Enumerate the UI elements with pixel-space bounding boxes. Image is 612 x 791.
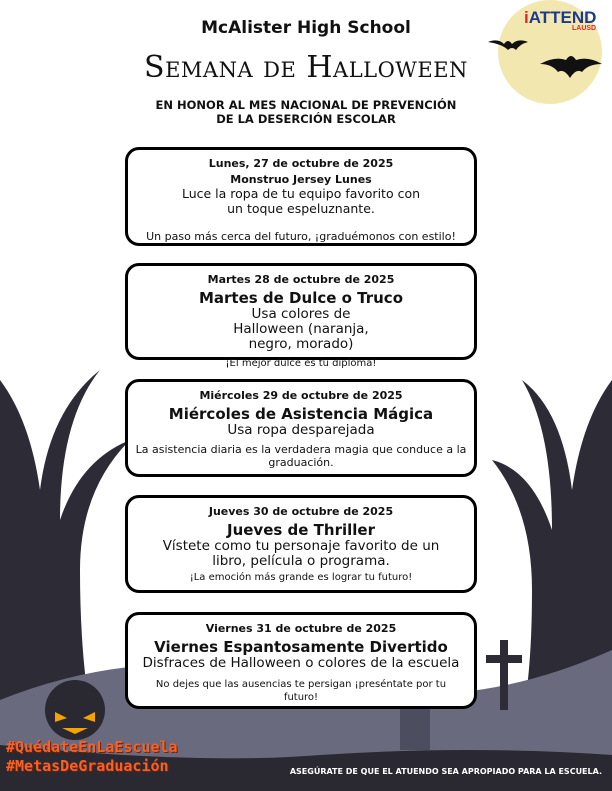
logo-lausd: LAUSD — [572, 25, 597, 32]
day-description: Usa ropa desparejada — [227, 422, 375, 438]
page-title: Semana de Halloween — [144, 50, 468, 85]
day-date: Martes 28 de octubre de 2025 — [207, 273, 395, 286]
day-quote: No dejes que las ausencias te persigan ¡preséntate por tu futuro! — [155, 679, 447, 703]
day-date: Jueves 30 de octubre de 2025 — [208, 505, 394, 518]
subtitle-line: EN HONOR AL MES NACIONAL DE PREVENCIÓN — [155, 98, 457, 112]
day-description: Usa colores de Halloween (naranja, negro, morado) — [233, 306, 369, 352]
day-card-wednesday — [125, 379, 477, 477]
subtitle-line: DE LA DESERCIÓN ESCOLAR — [216, 112, 396, 126]
day-card-thursday — [125, 495, 477, 593]
day-theme: Miércoles de Asistencia Mágica — [168, 405, 434, 423]
day-description: Disfraces de Halloween o colores de la escuela — [142, 655, 460, 671]
day-description: Vístete como tu personaje favorito de un libro, película o programa. — [162, 538, 440, 569]
dress-code-note: ASEGÚRATE DE QUE EL ATUENDO SEA APROPIADO PARA LA ESCUELA. — [289, 767, 602, 776]
day-quote: Un paso más cerca del futuro, ¡graduémonos con estilo! — [146, 230, 456, 243]
day-quote: ¡El mejor dulce es tu diploma! — [225, 358, 377, 369]
day-description: Luce la ropa de tu equipo favorito con un toque espeluznante. — [181, 186, 421, 216]
day-theme: Monstruo Jersey Lunes — [230, 173, 372, 186]
day-card-monday — [125, 147, 477, 246]
day-theme: Viernes Espantosamente Divertido — [154, 638, 448, 656]
day-card-tuesday — [125, 263, 477, 369]
day-theme: Martes de Dulce o Truco — [198, 289, 404, 307]
hashtag: #MetasDeGraduación — [6, 757, 169, 775]
day-date: Lunes, 27 de octubre de 2025 — [208, 157, 394, 170]
day-date: Viernes 31 de octubre de 2025 — [205, 622, 397, 635]
school-name: McAlister High School — [201, 18, 411, 38]
day-date: Miércoles 29 de octubre de 2025 — [199, 389, 403, 402]
hashtags — [6, 738, 178, 776]
day-quote: La asistencia diaria es la verdadera magia que conduce a la graduación. — [135, 443, 467, 469]
day-quote: ¡La emoción más grande es lograr tu futuro! — [189, 572, 413, 583]
day-theme: Jueves de Thriller — [227, 521, 375, 539]
logo-i: i — [524, 8, 529, 27]
day-card-friday — [125, 612, 477, 709]
tree-left — [0, 370, 130, 720]
logo-attend: ATTEND — [528, 8, 597, 27]
subtitle — [0, 98, 612, 126]
hashtag: #QuédateEnLaEscuela — [6, 738, 178, 756]
